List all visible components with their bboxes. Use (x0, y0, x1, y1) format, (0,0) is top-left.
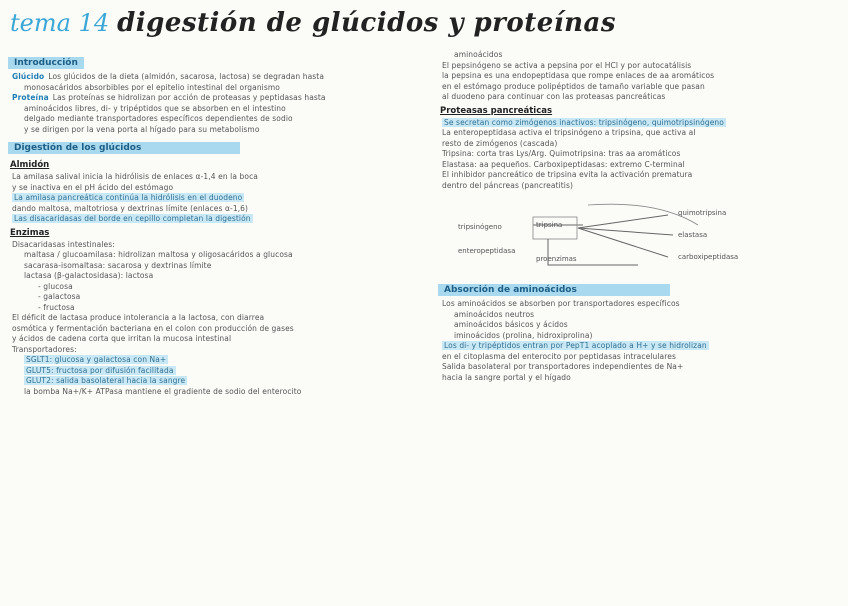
note-line: GLUT5: fructosa por difusión facilitada (26, 365, 174, 375)
diagram-arrows (438, 195, 838, 275)
note-line: osmótica y fermentación bacteriana en el colon con producción de gases (12, 323, 294, 333)
note-line: - fructosa (38, 302, 75, 312)
intro-line: aminoácidos libres, di- y tripéptidos que se absorben en el intestino (24, 103, 286, 113)
intro-line: delgado mediante transportadores específicos dependientes de sodio (24, 114, 293, 123)
note-line: aminoácidos básicos y ácidos (454, 320, 568, 329)
intro-line: Los glúcidos de la dieta (almidón, sacarosa, lactosa) se degradan hasta (48, 72, 325, 81)
note-line: La amilasa salival inicia la hidrólisis de enlaces α-1,4 en la boca (12, 172, 258, 181)
note-line: la pepsina es una endopeptidasa que rompe enlaces de aa aromáticos (442, 71, 715, 80)
note-line: - glucosa (38, 281, 73, 291)
title-number: tema 14 (10, 9, 110, 37)
note-line: La enteropeptidasa activa el tripsinógeno a tripsina, que activa al (442, 128, 696, 137)
note-line: El inhibidor pancreático de tripsina evita la activación prematura (442, 170, 693, 179)
intro-line: Las proteínas se hidrolizan por acción de proteasas y peptidasas hasta (52, 93, 326, 102)
note-line: Transportadores: (12, 344, 77, 354)
subheading-proteases: Proteasas pancreáticas (440, 105, 553, 116)
note-line: SGLT1: glucosa y galactosa con Na+ (26, 355, 167, 364)
diagram-label: enteropeptidasa (458, 247, 516, 255)
note-line: dentro del páncreas (pancreatitis) (442, 180, 574, 190)
diagram-center: proenzimas (536, 255, 577, 263)
intro-tag: Glúcido (12, 72, 45, 81)
note-line: en el citoplasma del enterocito por peptidasas intracelulares (442, 351, 676, 361)
note-line: Se secretan como zimógenos inactivos: tripsinógeno, quimotripsinógeno (444, 117, 724, 127)
note-line: La amilasa pancreática continúa la hidrólisis en el duodeno (14, 193, 243, 202)
intro-tag: Proteína (12, 93, 49, 102)
note-line: en el estómago produce polipéptidos de tamaño variable que pasan (442, 81, 705, 91)
note-line: maltasa / glucoamilasa: hidrolizan maltosa y oligosacáridos a glucosa (24, 250, 293, 259)
note-line: aminoácidos neutros (454, 309, 535, 319)
note-line: El déficit de lactasa produce intolerancia a la lactosa, con diarrea (12, 313, 265, 322)
diagram-center: tripsina (536, 221, 563, 229)
note-line: Las disacaridasas del borde en cepillo completan la digestión (14, 214, 251, 223)
note-line: Elastasa: aa pequeños. Carboxipeptidasas: extremo C-terminal (442, 159, 685, 169)
note-line: Salida basolateral por transportadores independientes de Na+ (442, 362, 684, 371)
diagram-label: carboxipeptidasa (678, 253, 739, 261)
right-column (438, 50, 840, 383)
note-line: sacarasa-isomaltasa: sacarosa y dextrinas límite (24, 260, 212, 270)
note-line: Los di- y tripéptidos entran por PepT1 acoplado a H+ y se hidrolizan (444, 341, 707, 350)
diagram-label: quimotripsina (678, 209, 727, 217)
activation-diagram (438, 195, 840, 275)
page-title (10, 8, 616, 48)
intro-line: y se dirigen por la vena porta al hígado para su metabolismo (24, 124, 260, 134)
intro-line: monosacáridos absorbibles por el epitelio intestinal del organismo (24, 82, 280, 92)
section-header-carbs: Digestión de los glúcidos (8, 142, 240, 154)
note-line: aminoácidos (454, 50, 503, 59)
subheading-starch: Almidón (10, 160, 50, 170)
diagram-label: tripsinógeno (458, 223, 502, 231)
note-line: hacia la sangre portal y el hígado (442, 372, 571, 382)
note-line: y ácidos de cadena corta que irritan la mucosa intestinal (12, 334, 232, 343)
note-line: - galactosa (38, 292, 81, 301)
section-header-intro: Introducción (8, 57, 84, 69)
note-line: resto de zimógenos (cascada) (442, 138, 558, 148)
subheading-enzymes: Enzimas (10, 227, 50, 238)
note-line: la bomba Na+/K+ ATPasa mantiene el gradiente de sodio del enterocito (24, 386, 302, 396)
note-line: lactasa (β-galactosidasa): lactosa (24, 271, 154, 280)
left-column (8, 50, 418, 397)
note-line: El pepsinógeno se activa a pepsina por el HCl y por autocatálisis (442, 60, 692, 70)
note-line: GLUT2: salida basolateral hacia la sangre (26, 376, 186, 385)
note-line: Disacaridasas intestinales: (12, 239, 115, 249)
note-line: iminoácidos (prolina, hidroxiprolina) (454, 330, 593, 340)
note-line: Los aminoácidos se absorben por transportadores específicos (442, 299, 680, 308)
section-header-absorption: Absorción de aminoácidos (438, 284, 670, 296)
note-line: al duodeno para continuar con las proteasas pancreáticas (442, 92, 666, 101)
note-line: dando maltosa, maltotriosa y dextrinas límite (enlaces α-1,6) (12, 203, 249, 213)
note-line: Tripsina: corta tras Lys/Arg. Quimotripsina: tras aa aromáticos (442, 149, 681, 158)
title-main: digestión de glúcidos y proteínas (117, 8, 617, 38)
diagram-label: elastasa (678, 231, 708, 239)
note-line: y se inactiva en el pH ácido del estómago (12, 182, 174, 192)
